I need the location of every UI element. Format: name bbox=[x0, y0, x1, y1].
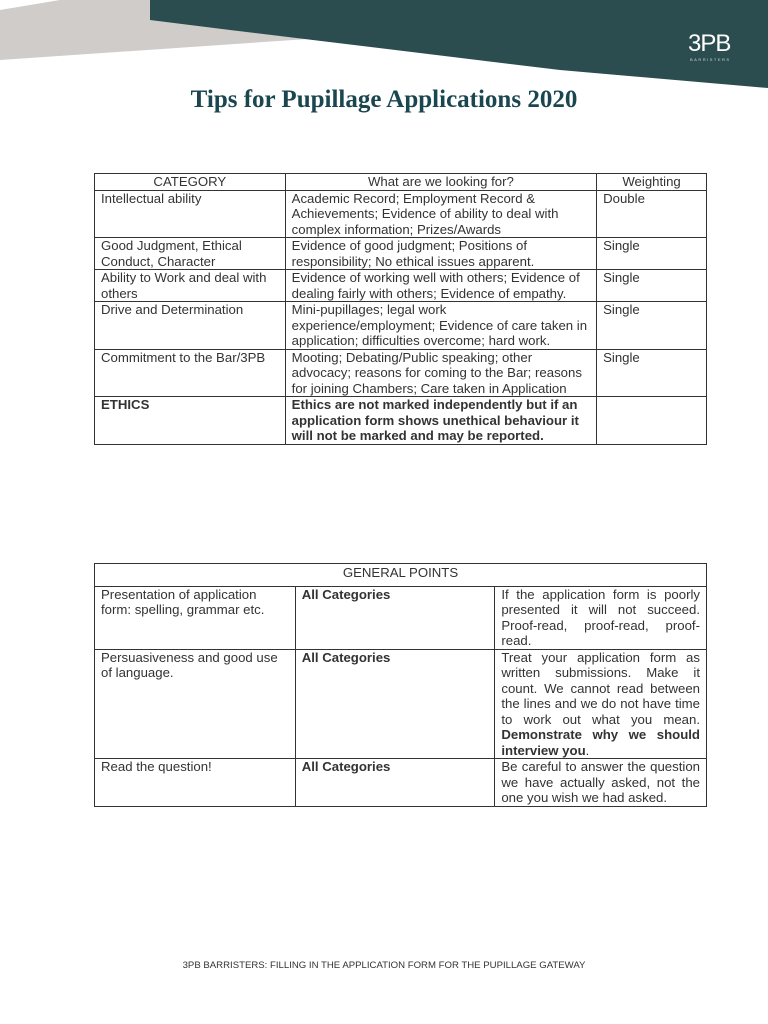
table-row bbox=[95, 349, 707, 397]
advice-text: If the application form is poorly presented it will not succeed. Proof-read, proof-read, proof-read. bbox=[501, 586, 700, 648]
looking-for-cell: Evidence of working well with others; Evidence of dealing fairly with others; Evidence of empathy. bbox=[285, 270, 596, 302]
criteria-header-row bbox=[95, 174, 707, 191]
page-footer: 3PB BARRISTERS: FILLING IN THE APPLICATION FORM FOR THE PUPILLAGE GATEWAY bbox=[182, 960, 586, 971]
general-points-table bbox=[94, 563, 707, 807]
table-row bbox=[95, 238, 707, 270]
looking-for-cell: Mini-pupillages; legal work experience/employment; Evidence of care taken in application; difficulties overcome; hard work. bbox=[285, 302, 596, 350]
table-row bbox=[95, 397, 707, 445]
advice-text: Be careful to answer the question we have actually asked, not the one you wish we had asked. bbox=[501, 759, 700, 805]
advice-cell: Treat your application form as written submissions. Make it count. We cannot read between the lines and we do not have time to work out what you mean. Demonstrate why we should interview you. bbox=[495, 649, 707, 759]
weighting-cell: Single bbox=[597, 349, 707, 397]
table-row bbox=[95, 190, 707, 238]
criteria-table bbox=[94, 173, 707, 445]
applies-cell: All Categories bbox=[295, 759, 495, 807]
table-row bbox=[95, 759, 707, 807]
point-cell: Persuasiveness and good use of language. bbox=[95, 649, 296, 759]
looking-for-cell: Evidence of good judgment; Positions of responsibility; No ethical issues apparent. bbox=[285, 238, 596, 270]
table-row bbox=[95, 586, 707, 649]
applies-cell: All Categories bbox=[295, 586, 495, 649]
table-row bbox=[95, 270, 707, 302]
point-cell: Presentation of application form: spelling, grammar etc. bbox=[95, 586, 296, 649]
general-header-row bbox=[95, 564, 707, 587]
header-banner bbox=[0, 0, 768, 95]
general-points-header: GENERAL POINTS bbox=[95, 564, 707, 587]
category-cell: Good Judgment, Ethical Conduct, Character bbox=[95, 238, 286, 270]
advice-text: Treat your application form as written submissions. Make it count. We cannot read between the lines and we do not have time to work out what you mean. bbox=[501, 649, 700, 727]
column-header-category: CATEGORY bbox=[95, 174, 286, 191]
advice-emphasis: Demonstrate why we should interview you bbox=[501, 727, 700, 758]
point-cell: Read the question! bbox=[95, 759, 296, 807]
logo-subtitle: BARRISTERS bbox=[690, 57, 731, 62]
category-cell: ETHICS bbox=[95, 397, 286, 445]
category-cell: Ability to Work and deal with others bbox=[95, 270, 286, 302]
table-row bbox=[95, 302, 707, 350]
logo: 3PB bbox=[688, 30, 731, 57]
advice-cell bbox=[495, 586, 707, 649]
looking-for-cell: Ethics are not marked independently but if an application form shows unethical behaviour it will not be marked and may be reported. bbox=[285, 397, 596, 445]
weighting-cell: Single bbox=[597, 238, 707, 270]
looking-for-cell: Academic Record; Employment Record & Achievements; Evidence of ability to deal with complex information; Prizes/Awards bbox=[285, 190, 596, 238]
advice-cell bbox=[495, 759, 707, 807]
weighting-cell: Single bbox=[597, 302, 707, 350]
column-header-looking-for: What are we looking for? bbox=[285, 174, 596, 191]
weighting-cell: Single bbox=[597, 270, 707, 302]
looking-for-cell: Mooting; Debating/Public speaking; other advocacy; reasons for coming to the Bar; reasons for joining Chambers; Care taken in Application bbox=[285, 349, 596, 397]
category-cell: Commitment to the Bar/3PB bbox=[95, 349, 286, 397]
table-row bbox=[95, 649, 707, 759]
weighting-cell bbox=[597, 397, 707, 445]
page-title: Tips for Pupillage Applications 2020 bbox=[190, 86, 578, 113]
weighting-cell: Double bbox=[597, 190, 707, 238]
column-header-weighting: Weighting bbox=[597, 174, 707, 191]
category-cell: Intellectual ability bbox=[95, 190, 286, 238]
category-cell: Drive and Determination bbox=[95, 302, 286, 350]
applies-cell: All Categories bbox=[295, 649, 495, 759]
